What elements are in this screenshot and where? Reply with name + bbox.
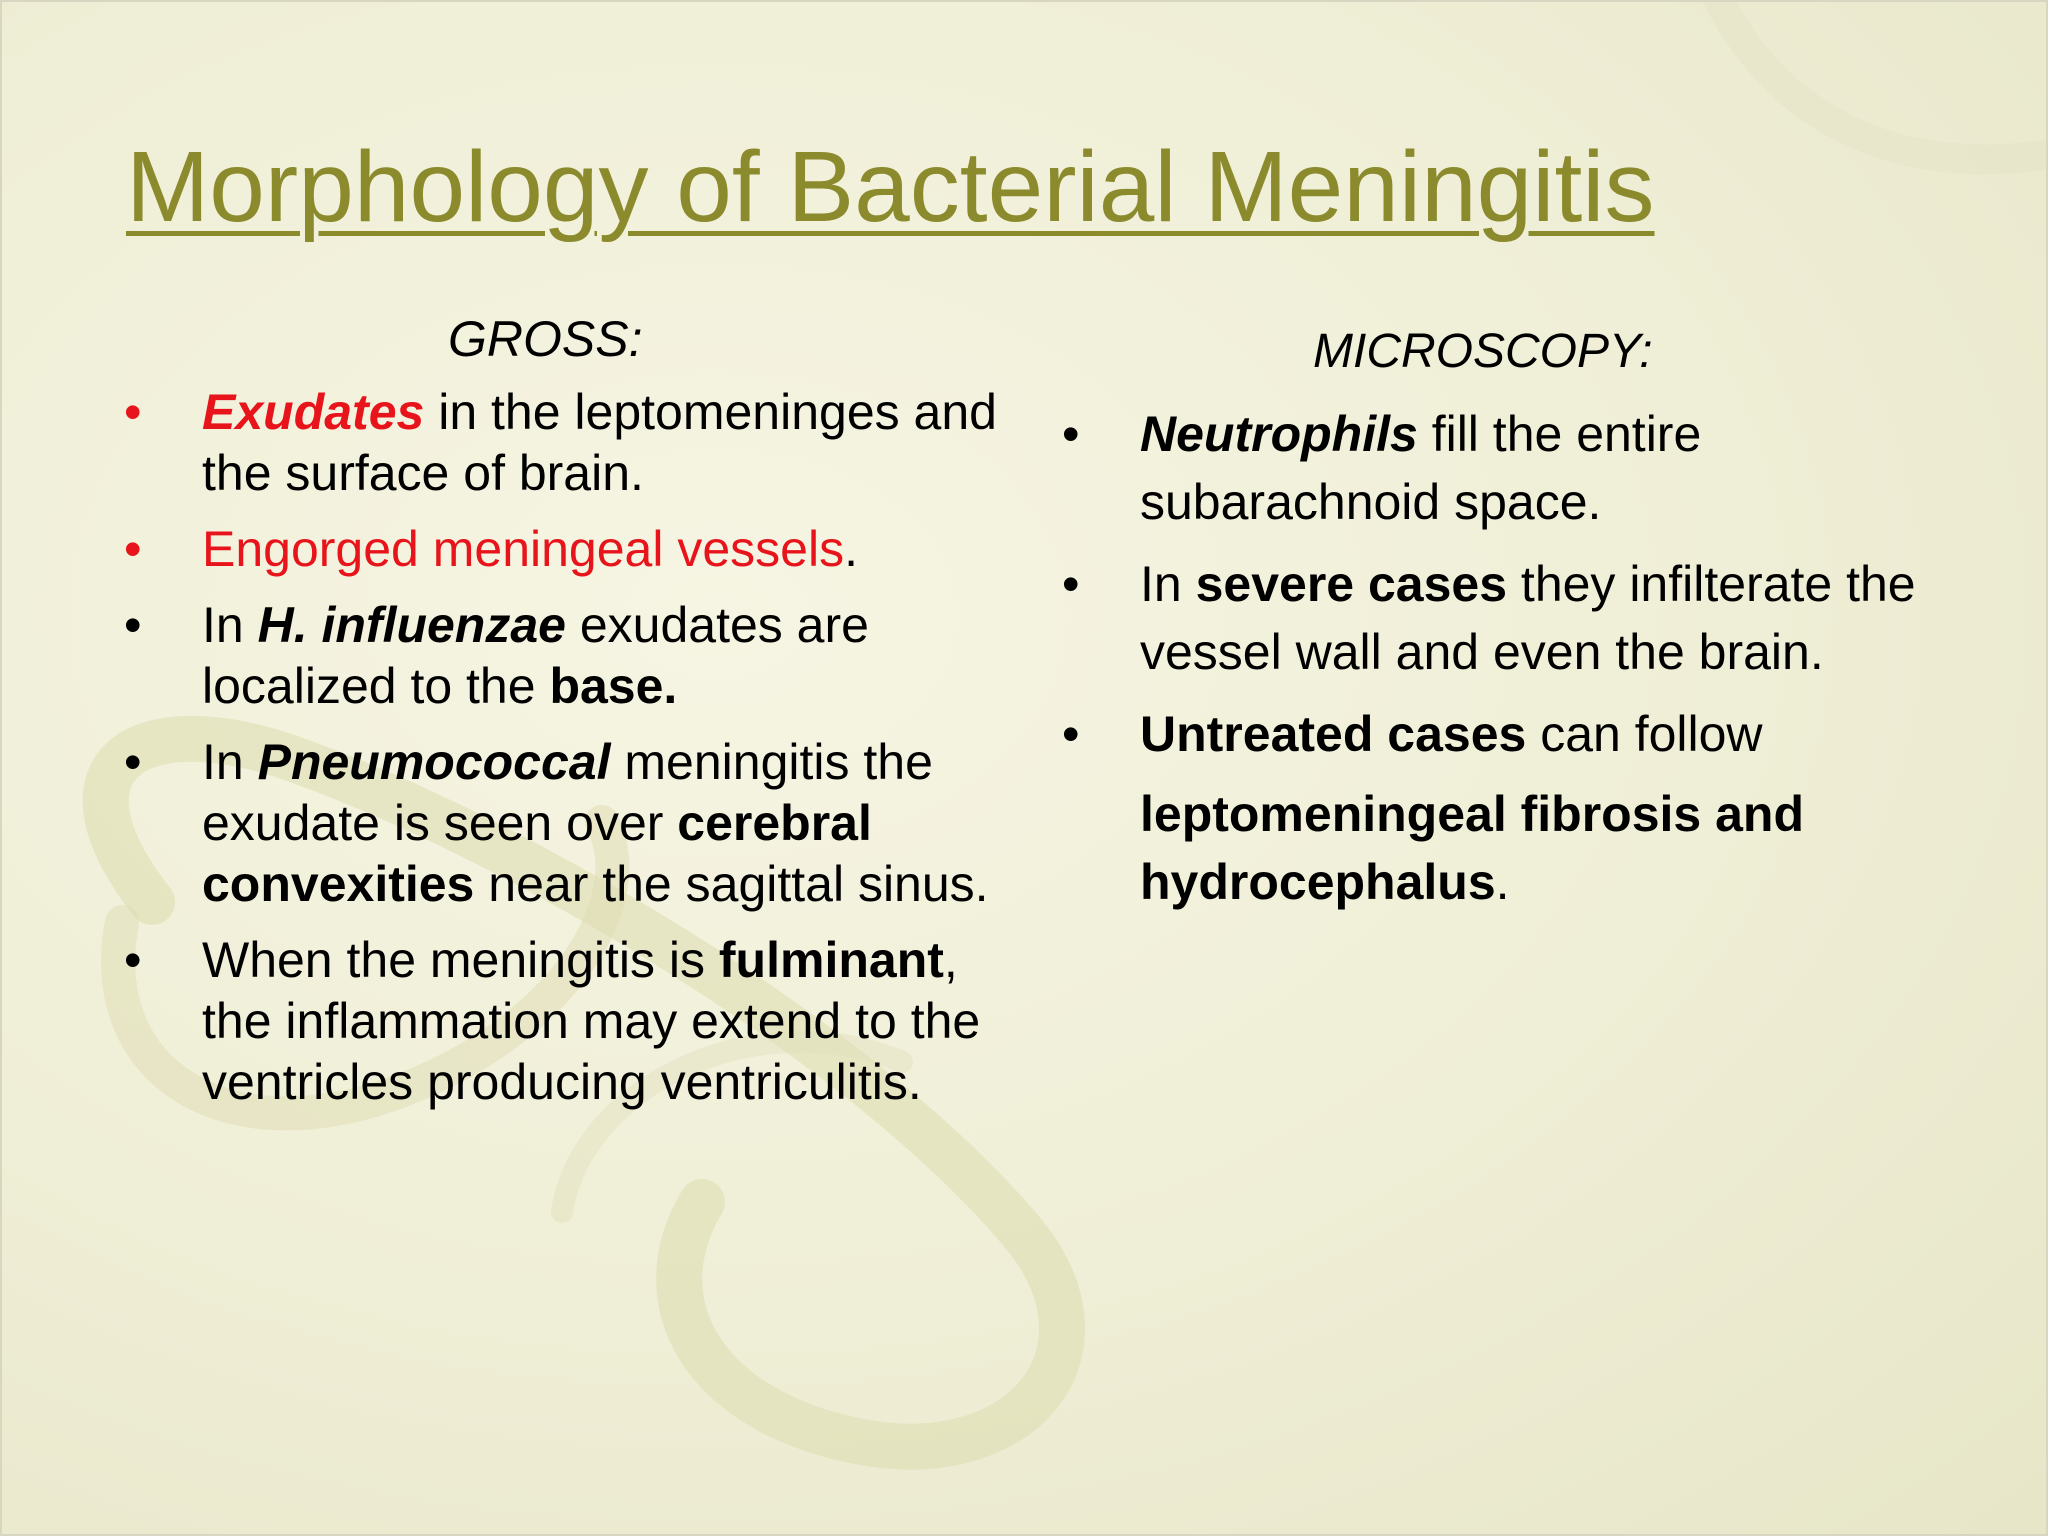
micro-item-text: . [1495, 854, 1510, 910]
micro-item-term: Untreated cases [1140, 706, 1527, 762]
micro-item-severe-cases [1062, 550, 1962, 686]
gross-item-text: In [202, 597, 258, 653]
gross-item-vessels [124, 519, 1004, 580]
gross-item-term: cerebral convexities [202, 795, 872, 912]
gross-item-text: , the inflammation may extend to the ventricles producing ventriculitis. [202, 932, 981, 1110]
micro-item-neutrophils [1062, 400, 1962, 536]
gross-item-fulminant [124, 930, 1004, 1113]
micro-item-text: they infilterate the vessel wall and even the brain. [1140, 556, 1916, 680]
gross-heading: GROSS: [448, 311, 643, 367]
micro-item-continuation [1140, 780, 1962, 916]
gross-item-text: in the leptomeninges and the surface of brain. [202, 384, 997, 501]
micro-item-term: severe cases [1195, 556, 1508, 612]
slide-title: Morphology of Bacterial Meningitis [126, 131, 1655, 243]
gross-item-term: Pneumococcal [257, 734, 611, 790]
micro-item-untreated [1062, 700, 1962, 916]
gross-item-term: base. [549, 658, 678, 714]
bullet: • [1062, 406, 1080, 462]
bullet: • [124, 384, 142, 440]
microscopy-heading: MICROSCOPY: [1313, 325, 1653, 378]
gross-item-text: In [202, 734, 258, 790]
gross-item-text: . [844, 521, 858, 577]
gross-item-text: exudates are localized to the [202, 597, 869, 714]
bullet: • [1062, 556, 1080, 612]
bullet: • [1062, 706, 1080, 762]
micro-item-text: fill the entire subarachnoid space. [1140, 406, 1702, 530]
bullet: • [124, 734, 142, 790]
gross-item-term: H. influenzae [257, 597, 566, 653]
bullet: • [124, 597, 142, 653]
gross-item-term: Exudates [202, 384, 425, 440]
gross-item-text: near the sagittal sinus. [474, 856, 989, 912]
gross-item-text: When the meningitis is [202, 932, 719, 988]
bullet: • [124, 521, 142, 577]
micro-item-text: can follow [1526, 706, 1763, 762]
micro-item-term: leptomeningeal fibrosis and hydrocephalus [1140, 786, 1804, 910]
gross-item-h-influenzae [124, 595, 1004, 717]
gross-item-text: meningitis the exudate is seen over [202, 734, 933, 851]
bullet: • [124, 932, 142, 988]
gross-list [124, 382, 1004, 1128]
micro-item-text: In [1140, 556, 1196, 612]
gross-item-exudates [124, 382, 1004, 504]
gross-item-text: Engorged meningeal vessels [202, 521, 845, 577]
microscopy-list [1062, 400, 1962, 930]
micro-item-term: Neutrophils [1140, 406, 1418, 462]
gross-item-term: fulminant [718, 932, 944, 988]
gross-item-pneumococcal [124, 732, 1004, 915]
